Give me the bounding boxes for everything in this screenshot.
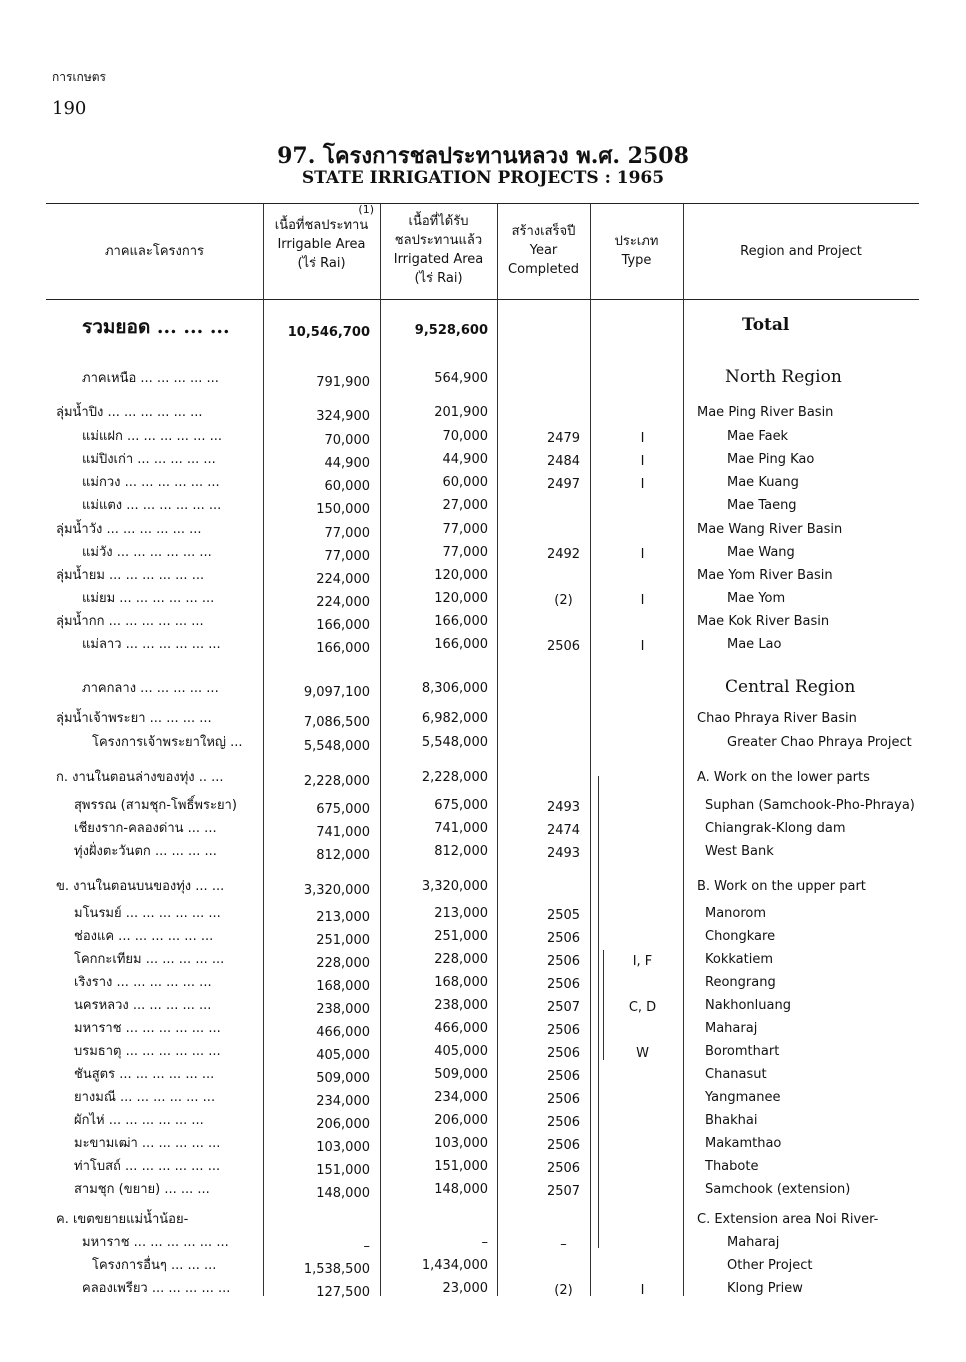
row-irrigated-area: 6,982,000 [421, 711, 488, 726]
row-year-completed: 2474 [546, 823, 581, 838]
row-irrigable-area: 168,000 [316, 979, 370, 994]
row-year-completed: 2492 [546, 547, 581, 562]
irrigable-note: (1) [358, 203, 374, 216]
row-irrigated-area: 27,000 [442, 498, 488, 513]
row-label-english: Mae Wang River Basin [697, 522, 843, 537]
row-label-thai: นครหลวง ... ... ... ... ... [74, 998, 212, 1013]
row-year-completed: (2) [554, 1283, 573, 1298]
row-label-thai: เริงราง ... ... ... ... ... ... [74, 975, 212, 990]
row-year-completed: 2484 [546, 454, 581, 469]
row-label-thai: แม่ปิงเก่า ... ... ... ... ... [82, 452, 216, 467]
row-year-completed: 2506 [546, 977, 581, 992]
irrigable-unit: (ไร่ Rai) [297, 256, 346, 271]
year-english-1: Year [529, 243, 558, 258]
row-irrigated-area: 120,000 [434, 568, 488, 583]
row-year-completed: 2507 [546, 1184, 581, 1199]
row-label-thai: รวมยอด ... ... ... [82, 316, 230, 338]
row-irrigable-area: 2,228,000 [303, 774, 370, 789]
row-irrigable-area: 324,900 [316, 409, 370, 424]
row-type: C, D [628, 1000, 657, 1015]
irrigated-thai-2: ชลประทานแล้ว [394, 233, 483, 248]
row-label-english: West Bank [705, 844, 774, 859]
row-year-completed: 2493 [546, 800, 581, 815]
row-irrigable-area: 150,000 [316, 502, 370, 517]
row-irrigated-area: 213,000 [434, 906, 488, 921]
row-label-english: B. Work on the upper part [697, 879, 866, 894]
row-irrigable-area: – [363, 1239, 370, 1254]
row-label-english: Mae Lao [727, 637, 782, 652]
row-label-thai: โครงการอื่นๆ ... ... ... [92, 1258, 217, 1273]
row-label-thai: ก. งานในตอนล่างของทุ่ง .. ... [56, 770, 224, 785]
row-irrigable-area: 5,548,000 [303, 739, 370, 754]
row-irrigable-area: 77,000 [324, 549, 370, 564]
row-irrigated-area: 741,000 [434, 821, 488, 836]
row-label-thai: ภาคเหนือ ... ... ... ... ... [82, 371, 219, 386]
row-label-english: Boromthart [705, 1044, 780, 1059]
row-label-english: Other Project [727, 1258, 813, 1273]
row-label-thai: ชันสูตร ... ... ... ... ... ... [74, 1067, 215, 1082]
row-label-english: Mae Yom River Basin [697, 568, 833, 583]
row-label-thai: มะขามเฒ่า ... ... ... ... ... [74, 1136, 221, 1151]
row-label-english: Makamthao [705, 1136, 782, 1151]
row-irrigated-area: 120,000 [434, 591, 488, 606]
row-irrigable-area: 234,000 [316, 1094, 370, 1109]
row-irrigated-area: – [481, 1235, 488, 1250]
header-region-english [683, 242, 919, 261]
page-number: 190 [52, 98, 87, 119]
row-label-english: Yangmanee [705, 1090, 781, 1105]
row-year-completed: 2506 [546, 1069, 581, 1084]
row-irrigable-area: 224,000 [316, 572, 370, 587]
row-irrigable-area: 103,000 [316, 1140, 370, 1155]
row-year-completed: 2506 [546, 1023, 581, 1038]
row-irrigable-area: 791,900 [316, 375, 370, 390]
row-irrigated-area: 166,000 [434, 614, 488, 629]
row-type: I, F [632, 954, 653, 969]
row-irrigable-area: 127,500 [316, 1285, 370, 1300]
row-label-thai: มโนรมย์ ... ... ... ... ... ... [74, 906, 221, 921]
row-label-thai: แม่แตง ... ... ... ... ... ... [82, 498, 222, 513]
running-title: การเกษตร [52, 70, 106, 84]
year-thai: สร้างเสร็จปี [511, 224, 576, 239]
row-irrigated-area: 206,000 [434, 1113, 488, 1128]
row-irrigated-area: 8,306,000 [421, 681, 488, 696]
row-irrigated-area: 405,000 [434, 1044, 488, 1059]
row-label-thai: โคกกะเทียม ... ... ... ... ... [74, 952, 225, 967]
row-irrigated-area: 151,000 [434, 1159, 488, 1174]
row-type: I [640, 639, 645, 654]
row-irrigable-area: 1,538,500 [303, 1262, 370, 1277]
row-irrigable-area: 213,000 [316, 910, 370, 925]
row-irrigable-area: 148,000 [316, 1186, 370, 1201]
header-region-thai [46, 242, 263, 261]
row-year-completed: – [560, 1237, 567, 1252]
row-irrigable-area: 224,000 [316, 595, 370, 610]
row-label-english: Mae Ping Kao [727, 452, 815, 467]
table-title-english: STATE IRRIGATION PROJECTS : 1965 [301, 168, 665, 188]
row-irrigated-area: 509,000 [434, 1067, 488, 1082]
header-region-english-text: Region and Project [740, 244, 862, 259]
row-irrigable-area: 166,000 [316, 618, 370, 633]
row-label-thai: บรมธาตุ ... ... ... ... ... ... [74, 1044, 221, 1059]
row-label-english: Chanasut [705, 1067, 767, 1082]
row-irrigated-area: 23,000 [442, 1281, 488, 1296]
row-label-english: Total [742, 315, 790, 335]
header-rule [46, 299, 919, 300]
row-irrigated-area: 201,900 [434, 405, 488, 420]
row-label-thai: ลุ่มน้ำกก ... ... ... ... ... ... [56, 614, 204, 629]
row-year-completed: 2505 [546, 908, 581, 923]
row-irrigated-area: 675,000 [434, 798, 488, 813]
row-label-english: Thabote [705, 1159, 759, 1174]
row-irrigated-area: 234,000 [434, 1090, 488, 1105]
row-irrigated-area: 77,000 [442, 522, 488, 537]
row-irrigable-area: 206,000 [316, 1117, 370, 1132]
row-label-english: Mae Faek [727, 429, 789, 444]
row-label-english: Greater Chao Phraya Project [727, 735, 912, 750]
row-type: I [640, 1283, 645, 1298]
column-divider-3 [497, 204, 498, 1296]
row-label-thai: ลุ่มน้ำยม ... ... ... ... ... ... [56, 568, 205, 583]
row-irrigable-area: 675,000 [316, 802, 370, 817]
row-label-english: Suphan (Samchook-Pho-Phraya) [705, 798, 915, 813]
row-label-english: Chiangrak-Klong dam [705, 821, 846, 836]
row-label-english: A. Work on the lower parts [697, 770, 870, 785]
row-label-english: Samchook (extension) [705, 1182, 851, 1197]
row-irrigated-area: 228,000 [434, 952, 488, 967]
row-label-english: Central Region [725, 677, 856, 697]
row-label-english: Mae Taeng [727, 498, 797, 513]
type-thai: ประเภท [614, 234, 659, 249]
row-irrigable-area: 251,000 [316, 933, 370, 948]
row-label-english: Klong Priew [727, 1281, 803, 1296]
row-label-thai: มหาราช ... ... ... ... ... ... [82, 1235, 229, 1250]
row-label-english: Manorom [705, 906, 767, 921]
row-irrigated-area: 9,528,600 [414, 323, 488, 338]
row-year-completed: 2506 [546, 931, 581, 946]
row-irrigated-area: 60,000 [442, 475, 488, 490]
row-label-thai: ทุ่งฝั่งตะวันตก ... ... ... ... [74, 844, 217, 859]
row-irrigable-area: 166,000 [316, 641, 370, 656]
row-year-completed: 2497 [546, 477, 581, 492]
row-label-thai: สามชุก (ขยาย) ... ... ... [74, 1182, 210, 1197]
row-label-thai: ยางมณี ... ... ... ... ... ... [74, 1090, 216, 1105]
row-label-thai: ภาคกลาง ... ... ... ... ... [82, 681, 219, 696]
row-irrigated-area: 251,000 [434, 929, 488, 944]
header-year [497, 222, 590, 279]
row-irrigated-area: 44,900 [442, 452, 488, 467]
row-label-english: Nakhonluang [705, 998, 791, 1013]
row-irrigable-area: 238,000 [316, 1002, 370, 1017]
row-label-english: Chongkare [705, 929, 776, 944]
row-year-completed: 2506 [546, 1115, 581, 1130]
row-label-english: Reongrang [705, 975, 776, 990]
row-irrigable-area: 9,097,100 [303, 685, 370, 700]
row-label-thai: ค. เขตขยายแม่น้ำน้อย- [56, 1212, 189, 1227]
irrigated-unit: (ไร่ Rai) [414, 271, 463, 286]
irrigable-thai: เนื้อที่ชลประทาน [274, 218, 369, 233]
row-irrigable-area: 44,900 [324, 456, 370, 471]
row-irrigable-area: 405,000 [316, 1048, 370, 1063]
row-label-thai: ผักไห่ ... ... ... ... ... ... [74, 1113, 204, 1128]
row-label-thai: คลองเพรียว ... ... ... ... ... [82, 1281, 231, 1296]
row-label-thai: แม่วัง ... ... ... ... ... ... [82, 545, 212, 560]
row-label-thai: สุพรรณ (สามชุก-โพธิ์พระยา) [74, 798, 237, 813]
row-year-completed: (2) [554, 593, 573, 608]
row-irrigable-area: 812,000 [316, 848, 370, 863]
row-irrigated-area: 70,000 [442, 429, 488, 444]
row-irrigated-area: 812,000 [434, 844, 488, 859]
row-label-english: Mae Yom [727, 591, 786, 606]
row-label-english: Bhakhai [705, 1113, 758, 1128]
row-irrigated-area: 77,000 [442, 545, 488, 560]
row-irrigated-area: 5,548,000 [421, 735, 488, 750]
row-irrigated-area: 3,320,000 [421, 879, 488, 894]
row-label-thai: ท่าโบสถ์ ... ... ... ... ... ... [74, 1159, 221, 1174]
year-english-2: Completed [508, 262, 579, 277]
row-irrigable-area: 741,000 [316, 825, 370, 840]
type-english: Type [621, 253, 652, 268]
column-divider-4 [590, 204, 591, 1296]
row-label-thai: แม่แฝก ... ... ... ... ... ... [82, 429, 222, 444]
row-year-completed: 2506 [546, 954, 581, 969]
row-irrigated-area: 466,000 [434, 1021, 488, 1036]
row-year-completed: 2506 [546, 639, 581, 654]
row-type: I [640, 593, 645, 608]
row-label-thai: ลุ่มน้ำวัง ... ... ... ... ... ... [56, 522, 202, 537]
table-title-thai: 97. โครงการชลประทานหลวง พ.ศ. 2508 [277, 143, 689, 169]
row-irrigable-area: 228,000 [316, 956, 370, 971]
row-irrigable-area: 151,000 [316, 1163, 370, 1178]
row-irrigable-area: 509,000 [316, 1071, 370, 1086]
row-irrigable-area: 3,320,000 [303, 883, 370, 898]
row-label-thai: โครงการเจ้าพระยาใหญ่ ... [92, 735, 243, 750]
row-year-completed: 2506 [546, 1092, 581, 1107]
row-year-completed: 2493 [546, 846, 581, 861]
row-label-thai: แม่ลาว ... ... ... ... ... ... [82, 637, 221, 652]
row-label-english: Mae Kuang [727, 475, 799, 490]
row-label-english: Mae Wang [727, 545, 795, 560]
row-label-english: North Region [725, 367, 842, 387]
row-label-english: C. Extension area Noi River- [697, 1212, 879, 1227]
top-rule [46, 203, 919, 204]
row-irrigable-area: 7,086,500 [303, 715, 370, 730]
row-irrigable-area: 70,000 [324, 433, 370, 448]
row-irrigated-area: 238,000 [434, 998, 488, 1013]
row-label-thai: เชียงราก-คลองด่าน ... ... [74, 821, 217, 836]
row-label-thai: ลุ่มน้ำเจ้าพระยา ... ... ... ... [56, 711, 212, 726]
row-year-completed: 2479 [546, 431, 581, 446]
row-irrigated-area: 168,000 [434, 975, 488, 990]
row-label-english: Mae Ping River Basin [697, 405, 834, 420]
row-label-english: Maharaj [705, 1021, 758, 1036]
row-irrigated-area: 564,900 [434, 371, 488, 386]
row-type: I [640, 477, 645, 492]
row-label-english: Mae Kok River Basin [697, 614, 830, 629]
irrigable-english: Irrigable Area [277, 237, 366, 252]
column-divider-5 [683, 204, 684, 1296]
row-irrigated-area: 148,000 [434, 1182, 488, 1197]
row-type: I [640, 454, 645, 469]
row-irrigated-area: 166,000 [434, 637, 488, 652]
row-irrigated-area: 2,228,000 [421, 770, 488, 785]
row-label-thai: แม่ยม ... ... ... ... ... ... [82, 591, 215, 606]
row-label-thai: แม่กวง ... ... ... ... ... ... [82, 475, 220, 490]
row-label-english: Kokkatiem [705, 952, 773, 967]
header-type [590, 232, 683, 270]
row-label-english: Chao Phraya River Basin [697, 711, 857, 726]
row-irrigable-area: 10,546,700 [287, 325, 370, 340]
row-year-completed: 2506 [546, 1161, 581, 1176]
row-irrigated-area: 103,000 [434, 1136, 488, 1151]
irrigated-english: Irrigated Area [393, 252, 484, 267]
row-year-completed: 2507 [546, 1000, 581, 1015]
row-label-thai: ลุ่มน้ำปิง ... ... ... ... ... ... [56, 405, 203, 420]
row-irrigable-area: 466,000 [316, 1025, 370, 1040]
row-irrigable-area: 60,000 [324, 479, 370, 494]
row-type: I [640, 547, 645, 562]
row-irrigated-area: 1,434,000 [421, 1258, 488, 1273]
row-label-english: Maharaj [727, 1235, 780, 1250]
header-region-thai-text: ภาคและโครงการ [104, 244, 205, 259]
header-irrigated [380, 212, 497, 288]
row-label-thai: ข. งานในตอนบนของทุ่ง ... ... [56, 879, 225, 894]
row-year-completed: 2506 [546, 1138, 581, 1153]
row-label-thai: มหาราช ... ... ... ... ... ... [74, 1021, 221, 1036]
row-irrigable-area: 77,000 [324, 526, 370, 541]
row-type: I [640, 431, 645, 446]
irrigated-thai-1: เนื้อที่ได้รับ [408, 214, 469, 229]
row-type: W [636, 1046, 649, 1061]
row-year-completed: 2506 [546, 1046, 581, 1061]
row-label-thai: ช่องแค ... ... ... ... ... ... [74, 929, 214, 944]
header-irrigable [263, 204, 380, 273]
